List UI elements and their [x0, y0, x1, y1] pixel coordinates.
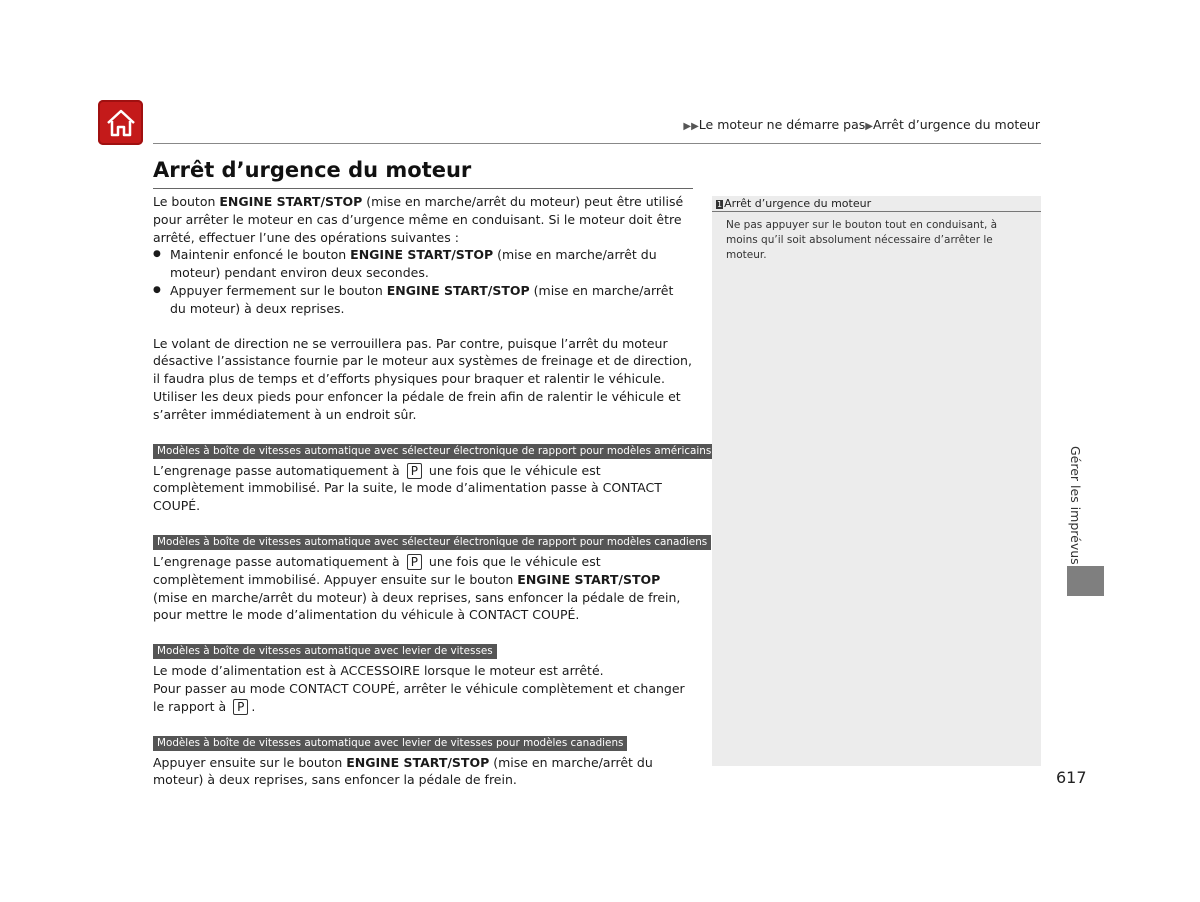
section-label: Modèles à boîte de vitesses automatique avec levier de vitesses: [153, 644, 497, 659]
steering-paragraph: Le volant de direction ne se verrouillera pas. Par contre, puisque l’arrêt du moteur désactive l’assistance fournie par le moteur aux systèmes de freinage et de direction, il faudra plus de temps et d’efforts physiques pour braquer et ralentir le véhicule. Utiliser les deux pieds pour enfoncer la pédale de frein afin de ralentir le véhicule et s’arrêter immédiatement à un endroit sûr.: [153, 335, 692, 422]
park-position-icon: P: [407, 463, 422, 479]
park-position-icon: P: [233, 699, 248, 715]
home-icon[interactable]: [98, 100, 143, 145]
bullet-list: [153, 246, 693, 317]
triangle-icon: ▶: [865, 121, 873, 132]
breadcrumb-current: Arrêt d’urgence du moteur: [872, 117, 1040, 132]
sidebar-heading: 1 Arrêt d’urgence du moteur: [712, 196, 1041, 212]
section-lever-ca: Modèles à boîte de vitesses automatique avec levier de vitesses pour modèles canadiens Appuyer ensuite sur le bouton ENGINE START/STOP (mise en marche/arrêt du moteur) à deux reprises, sans enfoncer la pédale de frein.: [153, 736, 653, 788]
chapter-tab-label: Gérer les imprévus: [1068, 446, 1083, 565]
section-ca-electronic: Modèles à boîte de vitesses automatique avec sélecteur électronique de rapport pour modèles canadiens L’engrenage passe automatiquement à P une fois que le véhicule est complètement immobilisé. Appuyer ensuite sur le bouton ENGINE START/STOP (mise en marche/arrêt du moteur) à deux reprises, sans enfoncer la pédale de frein, pour mettre le mode d’alimentation du véhicule à CONTACT COUPÉ.: [153, 532, 693, 624]
double-triangle-icon: ▶▶: [683, 121, 699, 132]
reference-mark-icon: 1: [717, 200, 723, 209]
chapter-tab[interactable]: [1067, 566, 1104, 596]
intro-paragraph: Le bouton ENGINE START/STOP (mise en marche/arrêt du moteur) peut être utilisé pour arrêter le moteur en cas d’urgence même en conduisant. Si le moteur doit être arrêté, effectuer l’une des opérations suivantes :: [153, 194, 684, 245]
list-item: ● Maintenir enfoncé le bouton ENGINE START/STOP (mise en marche/arrêt du moteur) pendant environ deux secondes.: [153, 246, 693, 282]
section-label: Modèles à boîte de vitesses automatique avec sélecteur électronique de rapport pour modèles américains: [153, 444, 715, 459]
sidebar-note: [712, 196, 1041, 766]
title-divider: [153, 188, 693, 189]
section-label: Modèles à boîte de vitesses automatique avec sélecteur électronique de rapport pour modèles canadiens: [153, 535, 711, 550]
section-us-electronic: Modèles à boîte de vitesses automatique avec sélecteur électronique de rapport pour modèles américains L’engrenage passe automatiquement à P une fois que le véhicule est complètement immobilisé. Par la suite, le mode d’alimentation passe à CONTACT COUPÉ.: [153, 441, 693, 515]
list-item: ● Appuyer fermement sur le bouton ENGINE START/STOP (mise en marche/arrêt du moteur) à deux reprises.: [153, 282, 693, 318]
main-content: [153, 193, 712, 789]
page-title: Arrêt d’urgence du moteur: [153, 158, 472, 182]
page-number: 617: [1056, 768, 1087, 787]
section-label: Modèles à boîte de vitesses automatique avec levier de vitesses pour modèles canadiens: [153, 736, 627, 751]
sidebar-body: Ne pas appuyer sur le bouton tout en conduisant, à moins qu’il soit absolument nécessaire d’arrêter le moteur.: [726, 219, 998, 261]
breadcrumb: [683, 117, 1040, 132]
park-position-icon: P: [407, 554, 422, 570]
breadcrumb-parent[interactable]: Le moteur ne démarre pas: [698, 117, 866, 132]
section-lever: Modèles à boîte de vitesses automatique avec levier de vitesses Le mode d’alimentation est à ACCESSOIRE lorsque le moteur est arrêté. Pour passer au mode CONTACT COUPÉ, arrêter le véhicule complètement et changer le rapport à P .: [153, 645, 685, 714]
header-divider: [153, 143, 1041, 144]
